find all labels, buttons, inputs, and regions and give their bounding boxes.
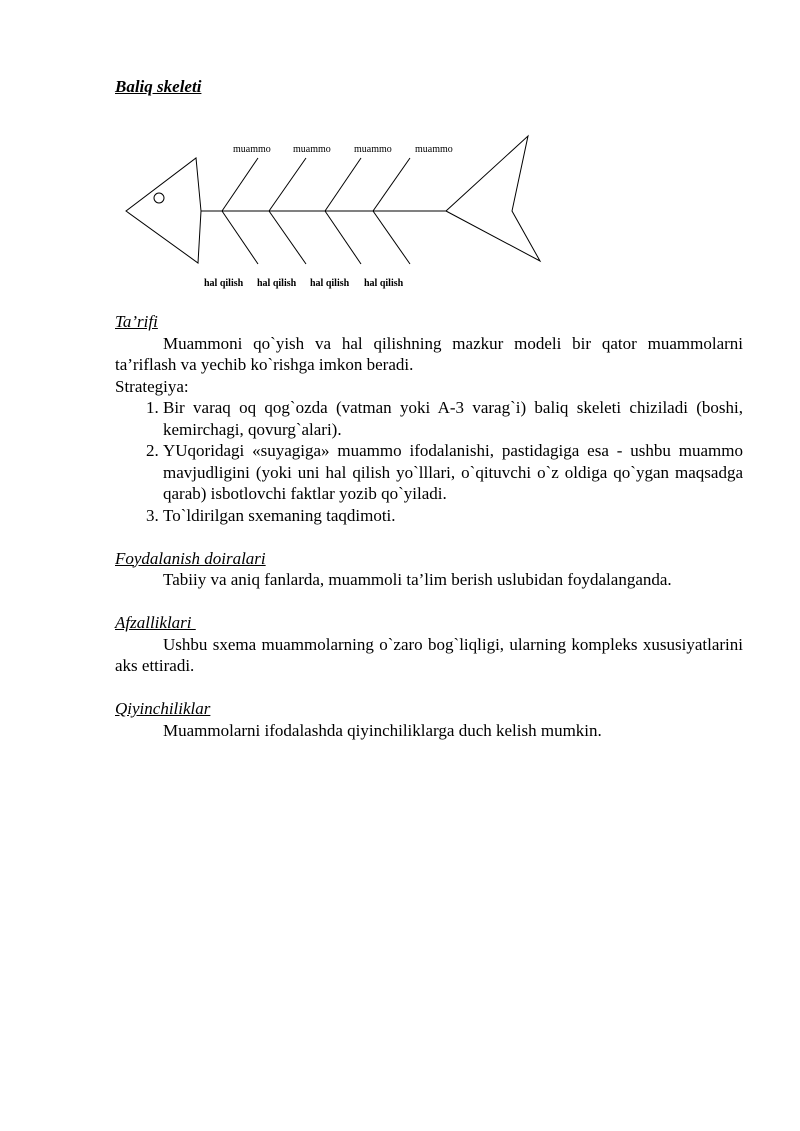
bottom-bone-3 <box>325 211 361 264</box>
top-bone-2 <box>269 158 306 211</box>
section-heading-tarifi: Ta’rifi <box>115 312 158 331</box>
bottom-label-2: hal qilish <box>257 278 297 289</box>
top-bone-3 <box>325 158 361 211</box>
list-item: 2. YUqoridagi «suyagiga» muammo ifodalanishi, pastidagiga esa - ushbu muammo mavjudligini (yoki uni hal qilish yo`lllari, o`qituvchi o`z oldiga qo`ygan maqsadga qarab) isbotlovchi faktlar yozib qo`yiladi. <box>163 440 743 505</box>
fish-tail <box>446 136 540 261</box>
list-item: 3. To`ldirilgan sxemaning taqdimoti. <box>163 505 743 527</box>
bottom-label-4: hal qilish <box>364 278 404 289</box>
fishbone-diagram <box>0 0 800 320</box>
bottom-bone-1 <box>222 211 258 264</box>
bottom-label-1: hal qilish <box>204 278 244 289</box>
bottom-bone-4 <box>373 211 410 264</box>
top-label-4: muammo <box>415 144 453 155</box>
top-label-3: muammo <box>354 144 392 155</box>
section-heading-foydalanish: Foydalanish doiralari <box>115 548 266 568</box>
fish-eye <box>154 193 164 203</box>
section-heading-afzalliklari: Afzalliklari <box>115 613 196 632</box>
section-text-afzalliklari: Ushbu sxema muammolarning o`zaro bog`liqligi, ularning kompleks xususiyatlarini aks ettiradi. <box>115 634 743 675</box>
section-text-tarifi: Muammoni qo`yish va hal qilishning mazkur modeli bir qator muammolarni ta’riflash va yechib ko`rishga imkon beradi. <box>115 333 743 374</box>
document-body <box>115 311 743 741</box>
bottom-label-3: hal qilish <box>310 278 350 289</box>
top-bone-4 <box>373 158 410 211</box>
list-item: 1. Bir varaq oq qog`ozda (vatman yoki A-3 varag`i) baliq skeleti chiziladi (boshi, kemirchagi, qovurg`alari). <box>163 397 743 440</box>
section-heading-qiyinchiliklar: Qiyinchiliklar <box>115 699 211 718</box>
section-text-qiyinchiliklar: Muammolarni ifodalashda qiyinchiliklarga duch kelish mumkin. <box>163 720 602 740</box>
section-heading-strategiya: Strategiya: <box>115 376 189 396</box>
fish-head <box>126 158 201 263</box>
section-text-foydalanish: Tabiiy va aniq fanlarda, muammoli ta’lim berish uslubidan foydalanganda. <box>163 570 672 589</box>
page-title: Baliq skeleti <box>115 77 202 96</box>
strategy-list <box>115 397 743 526</box>
top-label-2: muammo <box>293 144 331 155</box>
bottom-bone-2 <box>269 211 306 264</box>
top-bone-1 <box>222 158 258 211</box>
top-label-1: muammo <box>233 144 271 155</box>
